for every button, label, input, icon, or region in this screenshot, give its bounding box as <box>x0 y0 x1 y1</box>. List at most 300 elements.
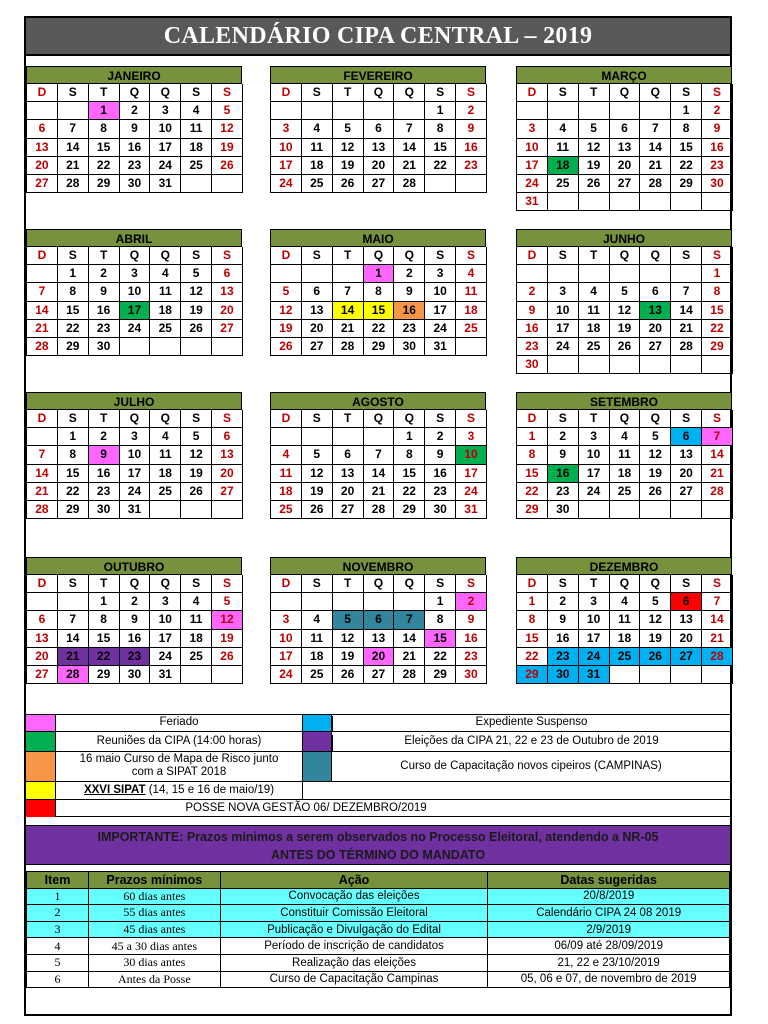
day-cell: 13 <box>212 283 243 301</box>
weekday-label: S <box>425 410 456 428</box>
day-cell: 6 <box>610 120 641 138</box>
weekday-label: S <box>456 410 487 428</box>
empty-cell <box>640 356 671 374</box>
month-grid <box>270 247 486 356</box>
month-title: MARÇO <box>516 66 732 84</box>
day-cell: 9 <box>120 611 151 629</box>
day-cell: 11 <box>610 446 641 464</box>
day-cell: 12 <box>302 465 333 483</box>
row-item: 1 <box>27 888 89 905</box>
day-cell: 21 <box>58 648 89 666</box>
day-cell: 7 <box>671 283 702 301</box>
legend-row-feriado <box>26 714 730 731</box>
day-cell: 5 <box>333 120 364 138</box>
day-cell: 15 <box>425 630 456 648</box>
empty-cell <box>548 102 579 120</box>
day-cell: 26 <box>333 666 364 684</box>
important-line1: IMPORTANTE: Prazos mínimos a serem observados no Processo Eleitoral, atendendo a NR-05 <box>97 830 659 844</box>
header-prazos: Prazos mínimos <box>88 872 220 889</box>
day-cell: 4 <box>302 611 333 629</box>
day-cell: 25 <box>610 483 641 501</box>
day-cell: 17 <box>579 465 610 483</box>
row-acao: Constituir Comissão Eleitoral <box>220 905 488 922</box>
weekday-label: Q <box>610 84 641 102</box>
day-cell: 24 <box>517 175 548 193</box>
day-cell: 20 <box>333 483 364 501</box>
day-cell: 13 <box>27 630 58 648</box>
day-cell: 2 <box>120 593 151 611</box>
day-cell: 16 <box>548 465 579 483</box>
empty-cell <box>640 666 671 684</box>
day-cell: 29 <box>89 666 120 684</box>
day-cell: 11 <box>579 302 610 320</box>
legend-swatch-red <box>26 800 56 817</box>
day-cell: 17 <box>517 157 548 175</box>
day-cell: 28 <box>333 338 364 356</box>
day-cell: 16 <box>394 302 425 320</box>
day-cell: 7 <box>394 611 425 629</box>
day-cell: 22 <box>425 648 456 666</box>
day-cell: 19 <box>333 157 364 175</box>
day-cell: 3 <box>271 611 302 629</box>
day-cell: 7 <box>333 283 364 301</box>
empty-cell <box>120 338 151 356</box>
day-cell: 20 <box>671 630 702 648</box>
month-title: OUTUBRO <box>26 557 242 575</box>
day-cell: 12 <box>610 302 641 320</box>
weekday-label: Q <box>640 247 671 265</box>
empty-cell <box>27 428 58 446</box>
day-cell: 28 <box>394 175 425 193</box>
day-cell: 12 <box>212 120 243 138</box>
day-cell: 30 <box>548 501 579 519</box>
weekday-label: Q <box>364 84 395 102</box>
weekday-label: Q <box>640 575 671 593</box>
day-cell: 13 <box>302 302 333 320</box>
empty-cell <box>271 428 302 446</box>
day-cell: 22 <box>425 157 456 175</box>
day-cell: 5 <box>212 102 243 120</box>
empty-cell <box>212 666 243 684</box>
empty-cell <box>640 193 671 211</box>
table-row <box>27 938 730 955</box>
day-cell: 18 <box>610 465 641 483</box>
row-prazo: 30 dias antes <box>88 954 220 971</box>
day-cell: 26 <box>640 648 671 666</box>
day-cell: 1 <box>89 102 120 120</box>
day-cell: 2 <box>456 102 487 120</box>
month-fevereiro <box>270 66 486 193</box>
legend-row-posse <box>26 799 730 817</box>
weekday-label: D <box>271 84 302 102</box>
legend-posse: POSSE NOVA GESTÃO 06/ DEZEMBRO/2019 <box>185 802 427 814</box>
day-cell: 5 <box>640 593 671 611</box>
day-cell: 3 <box>150 593 181 611</box>
day-cell: 6 <box>364 611 395 629</box>
day-cell: 31 <box>456 501 487 519</box>
empty-cell <box>671 501 702 519</box>
day-cell: 14 <box>333 302 364 320</box>
day-cell: 16 <box>120 630 151 648</box>
day-cell: 27 <box>302 338 333 356</box>
table-row <box>27 954 730 971</box>
day-cell: 10 <box>271 139 302 157</box>
day-cell: 29 <box>517 666 548 684</box>
day-cell: 12 <box>181 283 212 301</box>
day-cell: 14 <box>702 446 733 464</box>
day-cell: 8 <box>702 283 733 301</box>
day-cell: 18 <box>456 302 487 320</box>
day-cell: 9 <box>517 302 548 320</box>
day-cell: 22 <box>517 483 548 501</box>
empty-cell <box>579 501 610 519</box>
empty-cell <box>610 102 641 120</box>
empty-cell <box>271 593 302 611</box>
day-cell: 14 <box>58 630 89 648</box>
weekday-label: Q <box>120 575 151 593</box>
day-cell: 2 <box>548 593 579 611</box>
day-cell: 15 <box>364 302 395 320</box>
weekday-label: D <box>271 575 302 593</box>
month-grid <box>270 575 486 684</box>
empty-cell <box>579 265 610 283</box>
day-cell: 2 <box>548 428 579 446</box>
day-cell: 1 <box>58 265 89 283</box>
day-cell: 21 <box>671 320 702 338</box>
day-cell: 23 <box>120 157 151 175</box>
day-cell: 23 <box>89 483 120 501</box>
empty-cell <box>212 175 243 193</box>
day-cell: 25 <box>456 320 487 338</box>
day-cell: 8 <box>364 283 395 301</box>
day-cell: 9 <box>456 120 487 138</box>
deadlines-table <box>26 871 730 988</box>
day-cell: 25 <box>579 338 610 356</box>
month-março <box>516 66 732 211</box>
weekday-label: Q <box>120 84 151 102</box>
weekday-label: S <box>671 84 702 102</box>
day-cell: 14 <box>27 465 58 483</box>
day-cell: 30 <box>120 666 151 684</box>
legend-row-reunioes <box>26 731 730 751</box>
empty-cell <box>517 102 548 120</box>
weekday-label: Q <box>394 410 425 428</box>
day-cell: 22 <box>671 157 702 175</box>
day-cell: 25 <box>150 320 181 338</box>
day-cell: 7 <box>702 593 733 611</box>
weekday-label: S <box>702 410 733 428</box>
day-cell: 6 <box>27 120 58 138</box>
empty-cell <box>212 501 243 519</box>
day-cell: 31 <box>425 338 456 356</box>
day-cell: 11 <box>181 120 212 138</box>
day-cell: 16 <box>456 630 487 648</box>
weekday-label: S <box>58 247 89 265</box>
day-cell: 28 <box>702 483 733 501</box>
day-cell: 9 <box>548 611 579 629</box>
weekday-label: S <box>548 575 579 593</box>
weekday-label: D <box>517 84 548 102</box>
weekday-label: S <box>58 84 89 102</box>
day-cell: 11 <box>271 465 302 483</box>
row-item: 2 <box>27 905 89 922</box>
day-cell: 30 <box>548 666 579 684</box>
day-cell: 10 <box>425 283 456 301</box>
calendar-page <box>24 16 732 1016</box>
weekday-label: S <box>456 84 487 102</box>
day-cell: 9 <box>702 120 733 138</box>
day-cell: 19 <box>271 320 302 338</box>
day-cell: 31 <box>150 175 181 193</box>
day-cell: 24 <box>271 666 302 684</box>
legend-eleicoes: Eleições da CIPA 21, 22 e 23 de Outubro de 2019 <box>332 735 730 751</box>
day-cell: 12 <box>333 630 364 648</box>
day-cell: 3 <box>150 102 181 120</box>
day-cell: 18 <box>271 483 302 501</box>
weekday-label: S <box>702 84 733 102</box>
day-cell: 22 <box>89 648 120 666</box>
day-cell: 27 <box>212 483 243 501</box>
day-cell: 20 <box>364 157 395 175</box>
empty-cell <box>671 666 702 684</box>
row-acao: Realização das eleições <box>220 954 488 971</box>
day-cell: 19 <box>610 320 641 338</box>
legend-curso-mapa <box>56 753 302 779</box>
legend-swatch-purple <box>302 732 332 751</box>
month-grid <box>516 575 732 684</box>
day-cell: 12 <box>333 139 364 157</box>
empty-cell <box>364 593 395 611</box>
day-cell: 20 <box>640 320 671 338</box>
empty-cell <box>548 356 579 374</box>
day-cell: 29 <box>364 338 395 356</box>
day-cell: 4 <box>302 120 333 138</box>
day-cell: 18 <box>579 320 610 338</box>
legend-row-sipat <box>26 781 730 799</box>
day-cell: 4 <box>610 428 641 446</box>
weekday-label: Q <box>394 84 425 102</box>
day-cell: 27 <box>640 338 671 356</box>
day-cell: 11 <box>181 611 212 629</box>
weekday-label: Q <box>610 410 641 428</box>
day-cell: 14 <box>58 139 89 157</box>
day-cell: 8 <box>89 120 120 138</box>
row-prazo: 45 a 30 dias antes <box>88 938 220 955</box>
weekday-label: S <box>181 410 212 428</box>
weekday-label: S <box>671 247 702 265</box>
day-cell: 2 <box>89 428 120 446</box>
table-row <box>27 971 730 988</box>
day-cell: 11 <box>302 139 333 157</box>
day-cell: 20 <box>302 320 333 338</box>
month-grid <box>516 247 732 374</box>
empty-cell <box>181 175 212 193</box>
empty-cell <box>610 501 641 519</box>
empty-cell <box>456 338 487 356</box>
day-cell: 28 <box>702 648 733 666</box>
weekday-label: Q <box>364 247 395 265</box>
row-prazo: 45 dias antes <box>88 921 220 938</box>
day-cell: 14 <box>640 139 671 157</box>
month-junho <box>516 229 732 374</box>
day-cell: 28 <box>671 338 702 356</box>
legend-row-curso <box>26 751 730 781</box>
empty-cell <box>640 265 671 283</box>
day-cell: 6 <box>212 428 243 446</box>
day-cell: 21 <box>333 320 364 338</box>
day-cell: 2 <box>89 265 120 283</box>
weekday-label: S <box>671 410 702 428</box>
day-cell: 17 <box>425 302 456 320</box>
day-cell: 27 <box>610 175 641 193</box>
row-item: 4 <box>27 938 89 955</box>
empty-cell <box>27 265 58 283</box>
day-cell: 20 <box>27 648 58 666</box>
weekday-label: S <box>302 410 333 428</box>
day-cell: 13 <box>333 465 364 483</box>
empty-cell <box>702 356 733 374</box>
day-cell: 8 <box>425 120 456 138</box>
month-title: FEVEREIRO <box>270 66 486 84</box>
day-cell: 13 <box>27 139 58 157</box>
day-cell: 3 <box>517 120 548 138</box>
weekday-label: Q <box>150 247 181 265</box>
weekday-label: S <box>181 84 212 102</box>
day-cell: 19 <box>640 630 671 648</box>
day-cell: 18 <box>150 302 181 320</box>
day-cell: 7 <box>364 446 395 464</box>
empty-cell <box>517 265 548 283</box>
day-cell: 12 <box>212 611 243 629</box>
day-cell: 27 <box>333 501 364 519</box>
day-cell: 7 <box>58 611 89 629</box>
day-cell: 14 <box>364 465 395 483</box>
empty-cell <box>456 175 487 193</box>
day-cell: 17 <box>271 648 302 666</box>
month-grid <box>516 84 732 211</box>
day-cell: 10 <box>271 630 302 648</box>
empty-cell <box>610 193 641 211</box>
weekday-label: Q <box>150 410 181 428</box>
day-cell: 13 <box>364 630 395 648</box>
day-cell: 23 <box>89 320 120 338</box>
day-cell: 16 <box>425 465 456 483</box>
empty-cell <box>212 338 243 356</box>
day-cell: 14 <box>394 630 425 648</box>
day-cell: 12 <box>271 302 302 320</box>
day-cell: 23 <box>394 320 425 338</box>
weekday-label: T <box>579 84 610 102</box>
month-maio <box>270 229 486 356</box>
day-cell: 22 <box>394 483 425 501</box>
weekday-label: Q <box>610 247 641 265</box>
legend-swatch-teal <box>302 752 332 781</box>
row-data: 21, 22 e 23/10/2019 <box>488 954 730 971</box>
day-cell: 24 <box>150 157 181 175</box>
day-cell: 30 <box>120 175 151 193</box>
day-cell: 23 <box>456 648 487 666</box>
empty-cell <box>548 265 579 283</box>
day-cell: 11 <box>610 611 641 629</box>
day-cell: 28 <box>27 338 58 356</box>
day-cell: 3 <box>120 428 151 446</box>
month-grid <box>26 575 242 684</box>
month-outubro <box>26 557 242 684</box>
empty-cell <box>394 593 425 611</box>
legend-swatch-blue <box>302 715 332 731</box>
day-cell: 27 <box>671 648 702 666</box>
day-cell: 17 <box>271 157 302 175</box>
table-row <box>27 921 730 938</box>
day-cell: 3 <box>425 265 456 283</box>
day-cell: 23 <box>456 157 487 175</box>
day-cell: 24 <box>579 483 610 501</box>
day-cell: 4 <box>548 120 579 138</box>
day-cell: 3 <box>579 593 610 611</box>
day-cell: 2 <box>517 283 548 301</box>
day-cell: 26 <box>271 338 302 356</box>
day-cell: 29 <box>425 666 456 684</box>
day-cell: 5 <box>302 446 333 464</box>
day-cell: 27 <box>27 666 58 684</box>
empty-cell <box>333 265 364 283</box>
weekday-label: S <box>181 575 212 593</box>
month-title: DEZEMBRO <box>516 557 732 575</box>
day-cell: 6 <box>671 593 702 611</box>
month-title: ABRIL <box>26 229 242 247</box>
month-title: AGOSTO <box>270 392 486 410</box>
day-cell: 21 <box>364 483 395 501</box>
day-cell: 15 <box>702 302 733 320</box>
day-cell: 12 <box>181 446 212 464</box>
day-cell: 3 <box>271 120 302 138</box>
weekday-label: T <box>579 247 610 265</box>
empty-cell <box>150 338 181 356</box>
weekday-label: Q <box>120 410 151 428</box>
header-datas: Datas sugeridas <box>488 872 730 889</box>
legend-swatch-pink <box>26 715 56 731</box>
empty-cell <box>671 193 702 211</box>
day-cell: 15 <box>58 302 89 320</box>
empty-cell <box>394 102 425 120</box>
month-setembro <box>516 392 732 519</box>
day-cell: 15 <box>89 139 120 157</box>
empty-cell <box>364 102 395 120</box>
month-grid <box>516 410 732 519</box>
empty-cell <box>271 265 302 283</box>
day-cell: 12 <box>579 139 610 157</box>
weekday-label: S <box>548 84 579 102</box>
day-cell: 22 <box>89 157 120 175</box>
day-cell: 26 <box>333 175 364 193</box>
day-cell: 7 <box>702 428 733 446</box>
row-prazo: 55 dias antes <box>88 905 220 922</box>
weekday-label: S <box>181 247 212 265</box>
weekday-label: D <box>27 575 58 593</box>
day-cell: 29 <box>89 175 120 193</box>
day-cell: 10 <box>150 611 181 629</box>
empty-cell <box>702 501 733 519</box>
day-cell: 27 <box>212 320 243 338</box>
row-data: 06/09 até 28/09/2019 <box>488 938 730 955</box>
day-cell: 12 <box>640 611 671 629</box>
legend-reunioes: Reuniões da CIPA (14:00 horas) <box>96 735 262 747</box>
day-cell: 1 <box>89 593 120 611</box>
weekday-label: S <box>302 575 333 593</box>
day-cell: 17 <box>120 465 151 483</box>
legend-swatch-yellow <box>26 782 56 799</box>
day-cell: 16 <box>89 465 120 483</box>
